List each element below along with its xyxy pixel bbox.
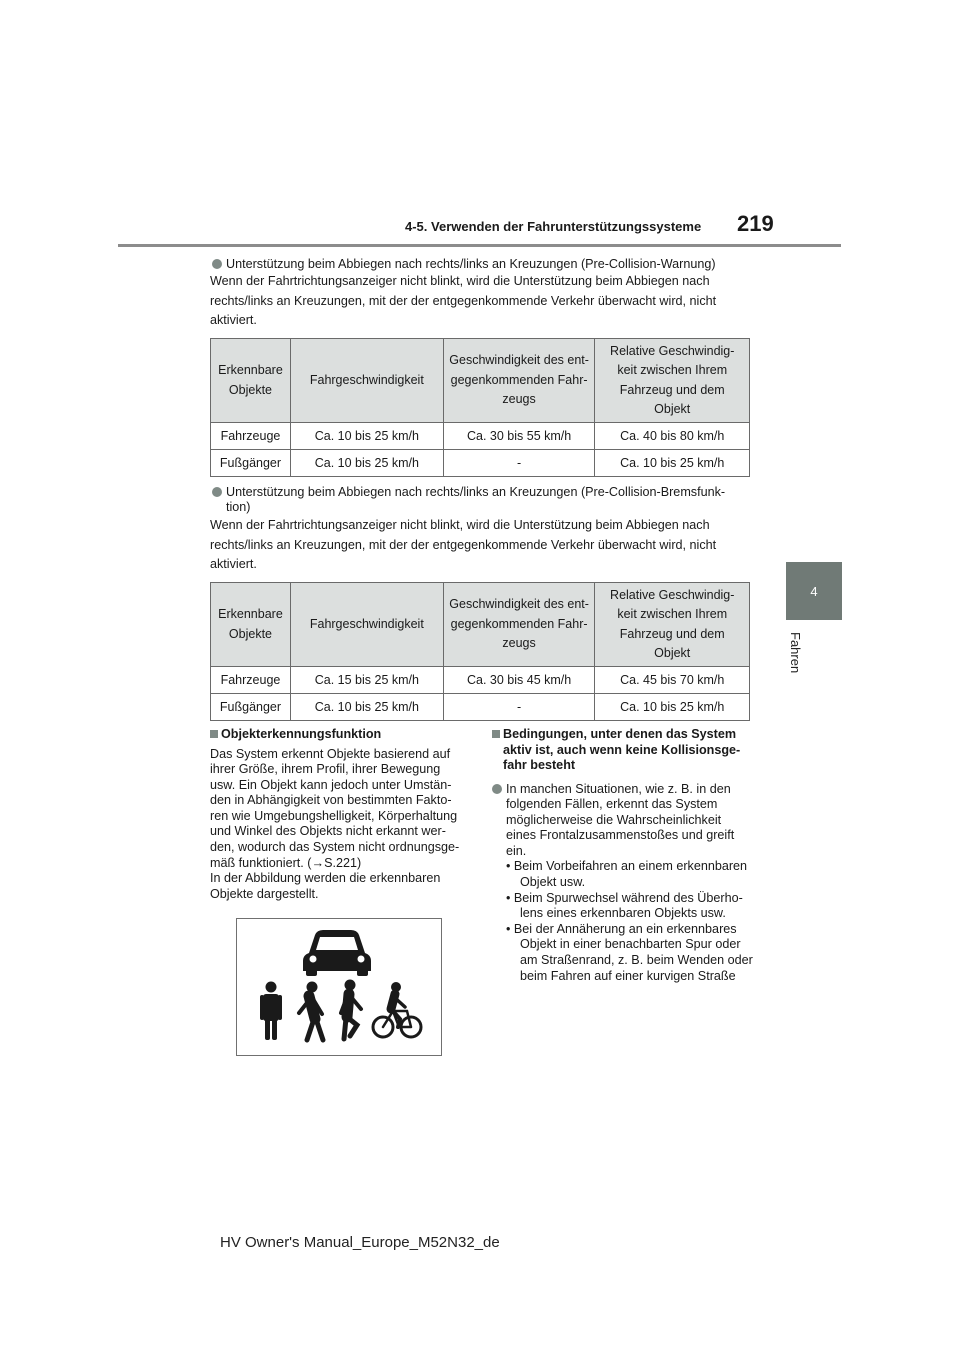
table-cell: Ca. 15 bis 25 km/h xyxy=(290,667,443,694)
table-cell: Ca. 10 bis 25 km/h xyxy=(290,450,443,477)
square-bullet-icon xyxy=(492,730,500,738)
paragraph-line: rechts/links an Kreuzungen, mit der der entgegenkommende Verkehr überwacht wird, nicht xyxy=(210,293,717,308)
walking-pedestrian-icon xyxy=(299,982,323,1041)
paragraph-line: rechts/links an Kreuzungen, mit der der entgegenkommende Verkehr überwacht wird, nicht xyxy=(210,537,717,552)
paragraph-line: Wenn der Fahrtrichtungsanzeiger nicht blinkt, wird die Unterstützung beim Abbiegen nach xyxy=(210,518,710,532)
paragraph-line: Wenn der Fahrtrichtungsanzeiger nicht blinkt, wird die Unterstützung beim Abbiegen nach xyxy=(210,274,710,288)
heading-text: Objekterkennungsfunktion xyxy=(221,727,382,741)
page-number: 219 xyxy=(737,211,774,236)
table-cell: Fahrzeuge xyxy=(211,423,291,450)
table-header: Geschwindigkeit des ent- gegenkommenden Fahr- zeugs xyxy=(443,339,595,423)
chapter-label: Fahren xyxy=(788,632,803,674)
paragraph-1 xyxy=(210,272,760,331)
bullet-text: Unterstützung beim Abbiegen nach rechts/links an Kreuzungen (Pre-Collision-Warnung) xyxy=(226,257,716,271)
table-cell: - xyxy=(443,694,595,721)
table-cell: Ca. 30 bis 55 km/h xyxy=(443,423,595,450)
section-heading: Bedingungen, unter denen das System aktiv ist, auch wenn keine Kollisionsge- fahr besteht xyxy=(492,727,757,774)
table-row xyxy=(211,423,750,450)
chapter-tab[interactable] xyxy=(786,562,842,620)
table-header: Relative Geschwindig- keit zwischen Ihrem Fahrzeug und dem Objekt xyxy=(595,339,750,423)
table-cell: Ca. 10 bis 25 km/h xyxy=(290,694,443,721)
bullet-dot-icon xyxy=(212,259,222,269)
paragraph-line: aktiviert. xyxy=(210,313,257,327)
table-cell: Ca. 45 bis 70 km/h xyxy=(595,667,750,694)
chapter-number: 4 xyxy=(810,583,818,599)
header-divider xyxy=(118,244,841,247)
list-item: • Beim Spurwechsel während des Überho-lens eines erkennbaren Objekts usw. xyxy=(506,890,743,921)
table-header: Geschwindigkeit des ent- gegenkommenden Fahr- zeugs xyxy=(443,583,595,667)
running-pedestrian-icon xyxy=(341,980,361,1040)
paragraph-line: aktiviert. xyxy=(210,557,257,571)
standing-pedestrian-icon xyxy=(260,982,282,1041)
table-header: Erkennbare Objekte xyxy=(211,339,291,423)
bullet-turn-assist-brake xyxy=(212,485,752,515)
table-cell: Ca. 10 bis 25 km/h xyxy=(595,450,750,477)
speed-table-brake xyxy=(210,582,750,721)
list-item: • Beim Vorbeifahren an einem erkennbaren Objekt usw. xyxy=(506,859,748,890)
table-cell: Fußgänger xyxy=(211,694,291,721)
bullet-text: tion) xyxy=(226,500,251,514)
table-cell: Fußgänger xyxy=(211,450,291,477)
table-row xyxy=(211,450,750,477)
table-header: Relative Geschwindig- keit zwischen Ihrem Fahrzeug und dem Objekt xyxy=(595,583,750,667)
table-header: Fahrgeschwindigkeit xyxy=(290,583,443,667)
square-bullet-icon xyxy=(210,730,218,738)
table-header: Fahrgeschwindigkeit xyxy=(290,339,443,423)
section-title: 4-5. Verwenden der Fahrunterstützungssysteme xyxy=(405,219,702,234)
table-row xyxy=(211,667,750,694)
recognizable-objects-illustration xyxy=(236,918,442,1056)
bullet-dot-icon xyxy=(212,487,222,497)
table-cell: Ca. 40 bis 80 km/h xyxy=(595,423,750,450)
section-heading xyxy=(210,727,475,743)
paragraph-2 xyxy=(210,516,760,575)
speed-table-warning xyxy=(210,338,750,477)
bullet-paragraph: In manchen Situationen, wie z. B. in den folgenden Fällen, erkennt das System möglicherweise die Wahrscheinlichkeit eines Frontalzusammenstoßes und greift ein. xyxy=(492,782,757,860)
table-cell: Fahrzeuge xyxy=(211,667,291,694)
table-cell: Ca. 30 bis 45 km/h xyxy=(443,667,595,694)
car-icon xyxy=(303,930,371,976)
table-cell: Ca. 10 bis 25 km/h xyxy=(290,423,443,450)
list-item: • Bei der Annäherung an ein erkennbares Objekt in einer benachbarten Spur oder am Straßenrand, z. B. beim Wenden oder beim Fahren auf einer kurvigen Straße xyxy=(506,921,753,983)
sub-item-list xyxy=(492,859,757,984)
conditions-section xyxy=(492,727,757,984)
table-header: Erkennbare Objekte xyxy=(211,583,291,667)
bullet-dot-icon xyxy=(492,784,502,794)
bullet-turn-assist-warning xyxy=(212,257,752,272)
table-cell: Ca. 10 bis 25 km/h xyxy=(595,694,750,721)
table-row xyxy=(211,694,750,721)
table-cell: - xyxy=(443,450,595,477)
bullet-text: Unterstützung beim Abbiegen nach rechts/links an Kreuzungen (Pre-Collision-Bremsfunk- xyxy=(226,485,726,499)
object-recognition-section xyxy=(210,727,475,902)
footer-text: HV Owner's Manual_Europe_M52N32_de xyxy=(220,1234,500,1251)
cyclist-icon xyxy=(373,982,421,1037)
section-body: Das System erkennt Objekte basierend auf ihrer Größe, ihrem Profil, ihrer Bewegung usw. Ein Objekt kann jedoch unter Umstän- den in Abhängigkeit von bestimmten Fakto- ren wie Umgebungshelligkeit, Körperhaltung und Winkel des Objekts nicht erkannt wer- den, wodurch das System nicht ordnungsge- mäß funktioniert. (→S.221) In der Abbildung werden die erkennbaren Objekte dargestellt. xyxy=(210,746,460,901)
